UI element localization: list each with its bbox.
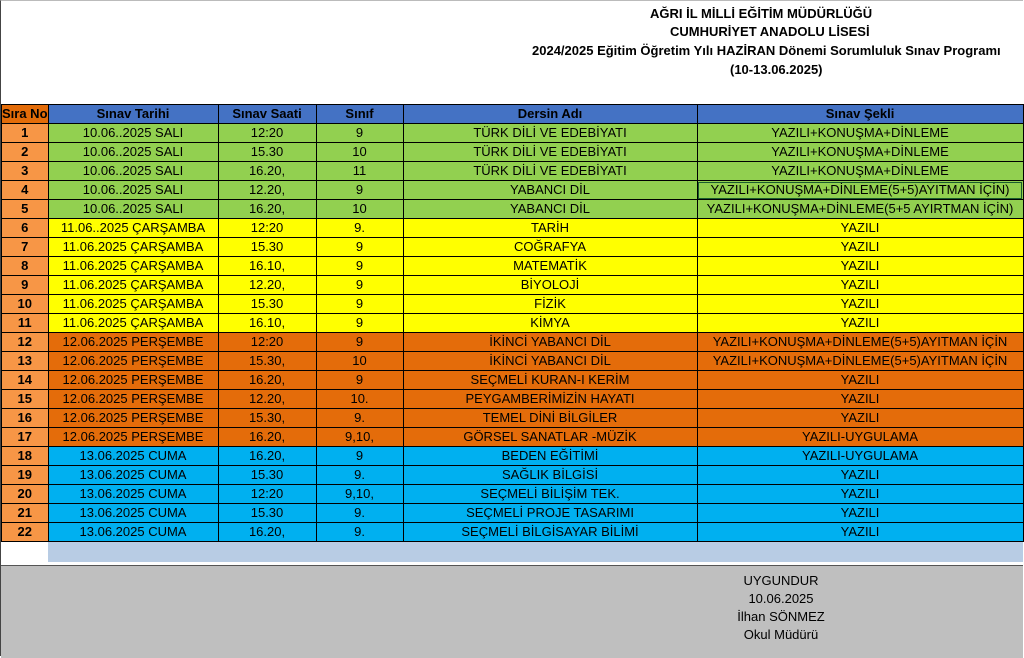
cell-course: FİZİK [403,295,697,314]
cell-exam-type: YAZILI-UYGULAMA [697,428,1023,447]
cell-class: 10 [316,200,403,219]
cell-exam-date: 11.06.2025 ÇARŞAMBA [48,238,218,257]
cell-exam-date: 12.06.2025 PERŞEMBE [48,352,218,371]
col-header-exam-type: Sınav Şekli [697,105,1023,124]
cell-exam-date: 13.06.2025 CUMA [48,485,218,504]
cell-exam-type: YAZILI+KONUŞMA+DİNLEME [697,162,1023,181]
cell-exam-time: 15.30, [218,352,316,371]
cell-sira-no: 11 [2,314,49,333]
cell-exam-time: 12.20, [218,181,316,200]
cell-sira-no: 22 [2,523,49,542]
table-row [2,352,1024,371]
cell-exam-date: 12.06.2025 PERŞEMBE [48,371,218,390]
cell-class: 9. [316,523,403,542]
header-school: CUMHURİYET ANADOLU LİSESİ [670,24,870,39]
cell-exam-date: 10.06..2025 SALI [48,181,218,200]
cell-exam-date: 11.06.2025 ÇARŞAMBA [48,314,218,333]
cell-exam-time: 16.20, [218,371,316,390]
cell-exam-time: 12.20, [218,276,316,295]
cell-exam-type: YAZILI [697,257,1023,276]
cell-exam-date: 10.06..2025 SALI [48,143,218,162]
cell-class: 10 [316,143,403,162]
cell-exam-time: 12:20 [218,219,316,238]
cell-course: BİYOLOJİ [403,276,697,295]
table-row [2,124,1024,143]
cell-class: 10 [316,352,403,371]
table-row [2,523,1024,542]
table-row [2,143,1024,162]
table-row [2,504,1024,523]
cell-exam-type: YAZILI [697,409,1023,428]
cell-sira-no: 3 [2,162,49,181]
table-row [2,219,1024,238]
table-row [2,409,1024,428]
cell-exam-date: 10.06..2025 SALI [48,162,218,181]
signature-date: 10.06.2025 [748,591,814,606]
cell-class: 9 [316,333,403,352]
cell-course: SEÇMELİ PROJE TASARIMI [403,504,697,523]
table-row [2,485,1024,504]
cell-course: TEMEL DİNİ BİLGİLER [403,409,697,428]
cell-sira-no: 16 [2,409,49,428]
cell-exam-type: YAZILI [697,390,1023,409]
cell-sira-no: 21 [2,504,49,523]
cell-class: 10. [316,390,403,409]
cell-exam-time: 15.30 [218,295,316,314]
cell-sira-no: 6 [2,219,49,238]
cell-exam-type: YAZILI [697,504,1023,523]
cell-course: MATEMATİK [403,257,697,276]
header-date-range: (10-13.06.2025) [730,62,823,77]
cell-exam-date: 12.06.2025 PERŞEMBE [48,390,218,409]
cell-exam-date: 12.06.2025 PERŞEMBE [48,409,218,428]
cell-sira-no: 19 [2,466,49,485]
principal-name: İlhan SÖNMEZ [737,609,825,624]
cell-exam-type: YAZILI+KONUŞMA+DİNLEME(5+5 AYIRTMAN İÇİN) [697,200,1023,219]
cell-exam-time: 15.30 [218,466,316,485]
cell-exam-time: 12:20 [218,333,316,352]
cell-class: 9 [316,314,403,333]
cell-exam-time: 15.30 [218,504,316,523]
cell-class: 9 [316,257,403,276]
cell-course: YABANCI DİL [403,181,697,200]
table-row [2,428,1024,447]
cell-exam-date: 12.06.2025 PERŞEMBE [48,333,218,352]
cell-course: TARİH [403,219,697,238]
table-row [2,162,1024,181]
cell-class: 9 [316,447,403,466]
exam-schedule-table [1,104,1024,562]
cell-exam-type: YAZILI+KONUŞMA+DİNLEME(5+5)AYITMAN İÇİN [697,333,1023,352]
table-row [2,447,1024,466]
cell-sira-no: 14 [2,371,49,390]
table-row [2,276,1024,295]
cell-sira-no: 17 [2,428,49,447]
cell-course: TÜRK DİLİ VE EDEBİYATI [403,124,697,143]
cell-exam-time: 12:20 [218,124,316,143]
cell-class: 9,10, [316,485,403,504]
cell-sira-no: 1 [2,124,49,143]
cell-course: PEYGAMBERİMİZİN HAYATI [403,390,697,409]
cell-course: SEÇMELİ BİLİŞİM TEK. [403,485,697,504]
cell-sira-no: 8 [2,257,49,276]
cell-sira-no: 7 [2,238,49,257]
col-header-course: Dersin Adı [403,105,697,124]
cell-exam-type: YAZILI [697,238,1023,257]
cell-course: SEÇMELİ KURAN-I KERİM [403,371,697,390]
cell-course: GÖRSEL SANATLAR -MÜZİK [403,428,697,447]
cell-class: 9. [316,409,403,428]
cell-exam-date: 11.06.2025 ÇARŞAMBA [48,257,218,276]
blank-row [2,542,1024,563]
cell-exam-time: 16.20, [218,523,316,542]
header-directorate: AĞRI İL MİLLİ EĞİTİM MÜDÜRLÜĞÜ [650,6,873,21]
table-row [2,466,1024,485]
cell-sira-no: 20 [2,485,49,504]
cell-exam-type: YAZILI [697,466,1023,485]
cell-class: 11 [316,162,403,181]
cell-class: 9. [316,466,403,485]
blank-band [48,542,1023,563]
cell-exam-time: 16.20, [218,162,316,181]
cell-exam-type: YAZILI-UYGULAMA [697,447,1023,466]
cell-course: KİMYA [403,314,697,333]
cell-exam-type: YAZILI [697,219,1023,238]
cell-exam-time: 12:20 [218,485,316,504]
cell-exam-type: YAZILI+KONUŞMA+DİNLEME [697,143,1023,162]
approval-text: UYGUNDUR [743,573,819,588]
cell-exam-date: 10.06..2025 SALI [48,200,218,219]
table-row [2,238,1024,257]
cell-sira-no: 15 [2,390,49,409]
cell-class: 9 [316,276,403,295]
cell-exam-type: YAZILI [697,523,1023,542]
cell-sira-no: 2 [2,143,49,162]
cell-exam-time: 15.30 [218,238,316,257]
cell-course: YABANCI DİL [403,200,697,219]
cell-class: 9 [316,295,403,314]
cell-sira-no: 5 [2,200,49,219]
cell-exam-type: YAZILI [697,314,1023,333]
cell-class: 9 [316,238,403,257]
cell-sira-no: 13 [2,352,49,371]
cell-sira-no: 9 [2,276,49,295]
cell-exam-type: YAZILI [697,371,1023,390]
table-row [2,295,1024,314]
cell-exam-time: 12.20, [218,390,316,409]
cell-exam-date: 13.06.2025 CUMA [48,504,218,523]
cell-exam-type: YAZILI [697,485,1023,504]
cell-course: İKİNCİ YABANCI DİL [403,352,697,371]
table-row [2,371,1024,390]
cell-exam-time: 15.30 [218,143,316,162]
cell-exam-date: 13.06.2025 CUMA [48,447,218,466]
cell-exam-time: 16.20, [218,428,316,447]
footer-area [1,565,1023,658]
table-row [2,200,1024,219]
table-row [2,390,1024,409]
col-header-class: Sınıf [316,105,403,124]
cell-course: TÜRK DİLİ VE EDEBİYATI [403,162,697,181]
cell-course: TÜRK DİLİ VE EDEBİYATI [403,143,697,162]
cell-class: 9 [316,124,403,143]
cell-exam-time: 16.20, [218,447,316,466]
cell-course: SEÇMELİ BİLGİSAYAR BİLİMİ [403,523,697,542]
cell-exam-date: 13.06.2025 CUMA [48,523,218,542]
cell-class: 9 [316,181,403,200]
cell-course: SAĞLIK BİLGİSİ [403,466,697,485]
signature-block [701,572,861,644]
cell-sira-no: 12 [2,333,49,352]
principal-title: Okul Müdürü [743,627,819,642]
table-row [2,314,1024,333]
cell-course: COĞRAFYA [403,238,697,257]
table-row [2,181,1024,200]
cell-class: 9 [316,371,403,390]
cell-exam-time: 15.30, [218,409,316,428]
cell-exam-time: 16.10, [218,257,316,276]
cell-exam-date: 11.06.2025 ÇARŞAMBA [48,295,218,314]
cell-exam-date: 10.06..2025 SALI [48,124,218,143]
cell-exam-type: YAZILI [697,295,1023,314]
cell-course: İKİNCİ YABANCI DİL [403,333,697,352]
cell-sira-no: 4 [2,181,49,200]
cell-exam-date: 12.06.2025 PERŞEMBE [48,428,218,447]
header-program-title: 2024/2025 Eğitim Öğretim Yılı HAZİRAN Dönemi Sorumluluk Sınav Programı [532,43,1001,58]
col-header-exam-date: Sınav Tarihi [48,105,218,124]
cell-class: 9. [316,504,403,523]
cell-course: BEDEN EĞİTİMİ [403,447,697,466]
table-row [2,257,1024,276]
blank-cell [2,542,49,563]
table-row [2,333,1024,352]
col-header-sira-no: Sıra No [2,105,49,124]
table-header-row [2,105,1024,124]
cell-sira-no: 10 [2,295,49,314]
cell-exam-date: 13.06.2025 CUMA [48,466,218,485]
cell-class: 9. [316,219,403,238]
cell-exam-type: YAZILI+KONUŞMA+DİNLEME(5+5)AYITMAN İÇİN) [697,181,1023,200]
col-header-exam-time: Sınav Saati [218,105,316,124]
cell-exam-type: YAZILI+KONUŞMA+DİNLEME(5+5)AYITMAN İÇİN [697,352,1023,371]
cell-exam-time: 16.10, [218,314,316,333]
cell-class: 9,10, [316,428,403,447]
cell-exam-time: 16.20, [218,200,316,219]
cell-exam-type: YAZILI [697,276,1023,295]
cell-exam-type: YAZILI+KONUŞMA+DİNLEME [697,124,1023,143]
cell-exam-date: 11.06.2025 ÇARŞAMBA [48,276,218,295]
cell-exam-date: 11.06..2025 ÇARŞAMBA [48,219,218,238]
cell-sira-no: 18 [2,447,49,466]
